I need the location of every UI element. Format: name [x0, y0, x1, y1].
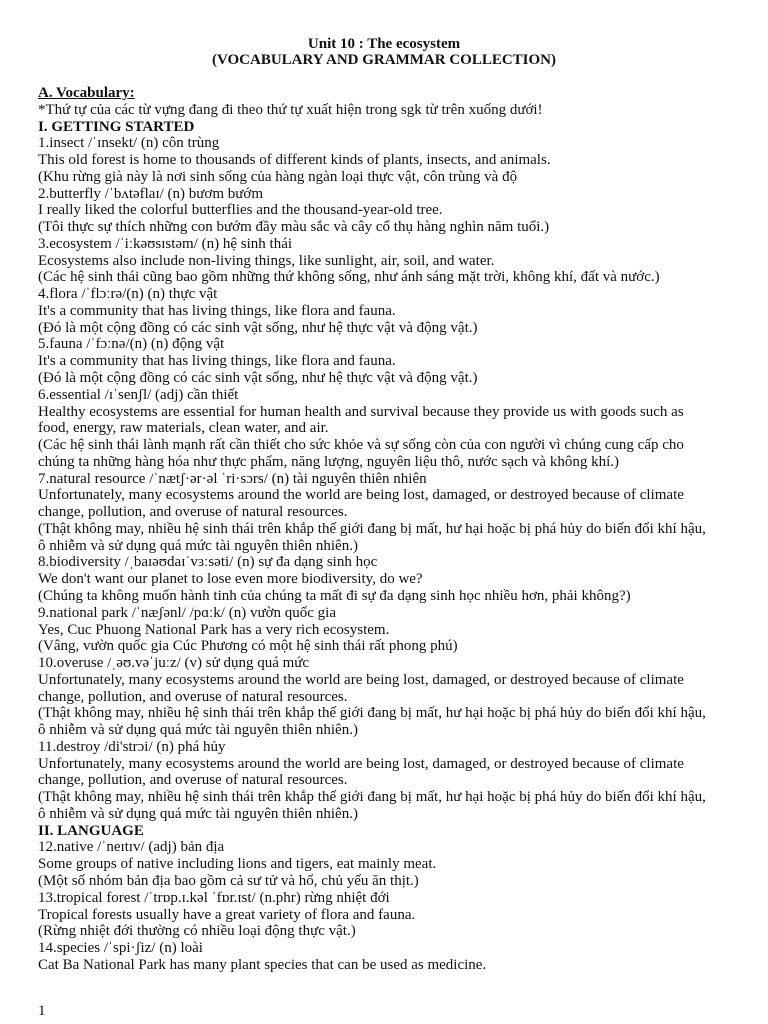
vocabulary-entry: 4.flora /ˈflɔːrə/(n) (n) thực vật — [38, 286, 218, 303]
text-line: change, pollution, and overuse of natural resources. — [38, 688, 348, 705]
text-line: ô nhiễm và sử dụng quá mức tài nguyên thiên nhiên.) — [38, 722, 358, 739]
text-line: change, pollution, and overuse of natural resources. — [38, 772, 348, 789]
vocabulary-entry: 12.native /ˈneɪtɪv/ (adj) bản địa — [38, 839, 225, 856]
text-line: ô nhiễm và sử dụng quá mức tài nguyên thiên nhiên.) — [38, 805, 358, 822]
document-body — [38, 85, 738, 974]
text-line: It's a community that has living things, like flora and fauna. — [38, 302, 396, 319]
text-line: It's a community that has living things, like flora and fauna. — [38, 353, 396, 370]
text-line: (Thật không may, nhiều hệ sinh thái trên khắp thế giới đang bị mất, hư hại hoặc bị phá hủy do biến đổi khí hậu, — [38, 789, 706, 806]
text-line: Yes, Cuc Phuong National Park has a very rich ecosystem. — [38, 621, 390, 638]
text-line: Cat Ba National Park has many plant species that can be used as medicine. — [38, 956, 487, 973]
subsection-heading: II. LANGUAGE — [38, 822, 144, 839]
vocabulary-entry: 7.natural resource /ˈnætʃ·ər·əl ˈri·sɔrs/ (n) tài nguyên thiên nhiên — [38, 470, 427, 487]
text-line: food, energy, raw materials, clean water, and air. — [38, 420, 329, 437]
vocabulary-entry: 2.butterfly /ˈbʌtəflaɪ/ (n) bươm bướm — [38, 185, 263, 202]
text-line: I really liked the colorful butterflies and the thousand-year-old tree. — [38, 202, 443, 219]
text-line: chúng ta những hàng hóa như thực phẩm, năng lượng, nguyên liệu thô, nước sạch và không khí.) — [38, 453, 619, 470]
text-line: (Đó là một cộng đồng có các sinh vật sống, như hệ thực vật và động vật.) — [38, 319, 478, 336]
document-subtitle: (VOCABULARY AND GRAMMAR COLLECTION) — [211, 52, 557, 68]
document-title: Unit 10 : The ecosystem — [307, 36, 461, 52]
text-line: (Thật không may, nhiều hệ sinh thái trên khắp thế giới đang bị mất, hư hại hoặc bị phá hủy do biến đổi khí hậu, — [38, 520, 706, 537]
page-number: 1 — [38, 1003, 46, 1019]
text-line: Unfortunately, many ecosystems around the world are being lost, damaged, or destroyed because of climate — [38, 755, 684, 772]
text-line: (Các hệ sinh thái cũng bao gồm những thứ không sống, như ánh sáng mặt trời, không khí, đất và nước.) — [38, 269, 660, 286]
text-line: Healthy ecosystems are essential for human health and survival because they provide us with goods such as — [38, 403, 684, 420]
text-line: (Vâng, vườn quốc gia Cúc Phương có một hệ sinh thái rất phong phú) — [38, 638, 458, 655]
text-line: (Thật không may, nhiều hệ sinh thái trên khắp thế giới đang bị mất, hư hại hoặc bị phá hủy do biến đổi khí hậu, — [38, 705, 706, 722]
vocabulary-entry: 13.tropical forest /ˈtrɒp.ɪ.kəl ˈfɒr.ɪst/ (n.phr) rừng nhiệt đới — [38, 889, 390, 906]
section-heading: A. Vocabulary: — [38, 85, 135, 101]
vocabulary-entry: 11.destroy /di'strɔi/ (n) phá hủy — [38, 738, 226, 755]
text-line: ô nhiễm và sử dụng quá mức tài nguyên thiên nhiên.) — [38, 537, 358, 554]
text-line: Unfortunately, many ecosystems around the world are being lost, damaged, or destroyed because of climate — [38, 671, 684, 688]
text-line: (Tôi thực sự thích những con bướm đầy màu sắc và cây cổ thụ hàng nghìn năm tuổi.) — [38, 219, 550, 236]
text-line: Some groups of native including lions and tigers, eat mainly meat. — [38, 856, 437, 873]
vocabulary-entry: 5.fauna /ˈfɔːnə/(n) (n) động vật — [38, 336, 225, 353]
text-line: Tropical forests usually have a great variety of flora and fauna. — [38, 906, 416, 923]
text-line: (Khu rừng già này là nơi sinh sống của hàng ngàn loại thực vật, côn trùng và độ — [38, 168, 518, 185]
text-line: Ecosystems also include non-living things, like sunlight, air, soil, and water. — [38, 252, 495, 269]
vocabulary-entry: 6.essential /ɪˈsenʃl/ (adj) cần thiết — [38, 386, 239, 403]
vocabulary-entry: 10.overuse /ˌəʊ.vəˈjuːz/ (v) sử dụng quá mức — [38, 655, 310, 672]
text-line: *Thứ tự của các từ vựng đang đi theo thứ tự xuất hiện trong sgk từ trên xuống dưới! — [38, 101, 543, 118]
text-line: (Các hệ sinh thái lành mạnh rất cần thiết cho sức khỏe và sự sống còn của con người vì chúng cung cấp cho — [38, 437, 684, 454]
text-line: (Chúng ta không muốn hành tinh của chúng ta mất đi sự đa dạng sinh học nhiều hơn, phải không?) — [38, 587, 631, 604]
vocabulary-entry: 9.national park /ˈnæʃənl/ /pɑːk/ (n) vườn quốc gia — [38, 604, 337, 621]
text-line: We don't want our planet to lose even more biodiversity, do we? — [38, 571, 423, 588]
text-line: (Đó là một cộng đồng có các sinh vật sống, như hệ thực vật và động vật.) — [38, 370, 478, 387]
text-line: This old forest is home to thousands of different kinds of plants, insects, and animals. — [38, 152, 551, 169]
text-line: change, pollution, and overuse of natural resources. — [38, 504, 348, 521]
vocabulary-entry: 14.species /ˈspi·ʃiz/ (n) loài — [38, 940, 203, 957]
text-line: Unfortunately, many ecosystems around the world are being lost, damaged, or destroyed because of climate — [38, 487, 684, 504]
vocabulary-entry: 8.biodiversity /ˌbaɪəʊdaɪˈvɜːsəti/ (n) sự đa dạng sinh học — [38, 554, 378, 571]
vocabulary-entry: 3.ecosystem /ˈiːkəʊsɪstəm/ (n) hệ sinh thái — [38, 235, 293, 252]
vocabulary-entry: 1.insect /ˈɪnsekt/ (n) côn trùng — [38, 135, 220, 152]
text-line: (Rừng nhiệt đới thường có nhiều loại động thực vật.) — [38, 923, 356, 940]
subsection-heading: I. GETTING STARTED — [38, 118, 195, 135]
text-line: (Một số nhóm bản địa bao gồm cả sư tử và hổ, chủ yếu ăn thịt.) — [38, 872, 419, 889]
